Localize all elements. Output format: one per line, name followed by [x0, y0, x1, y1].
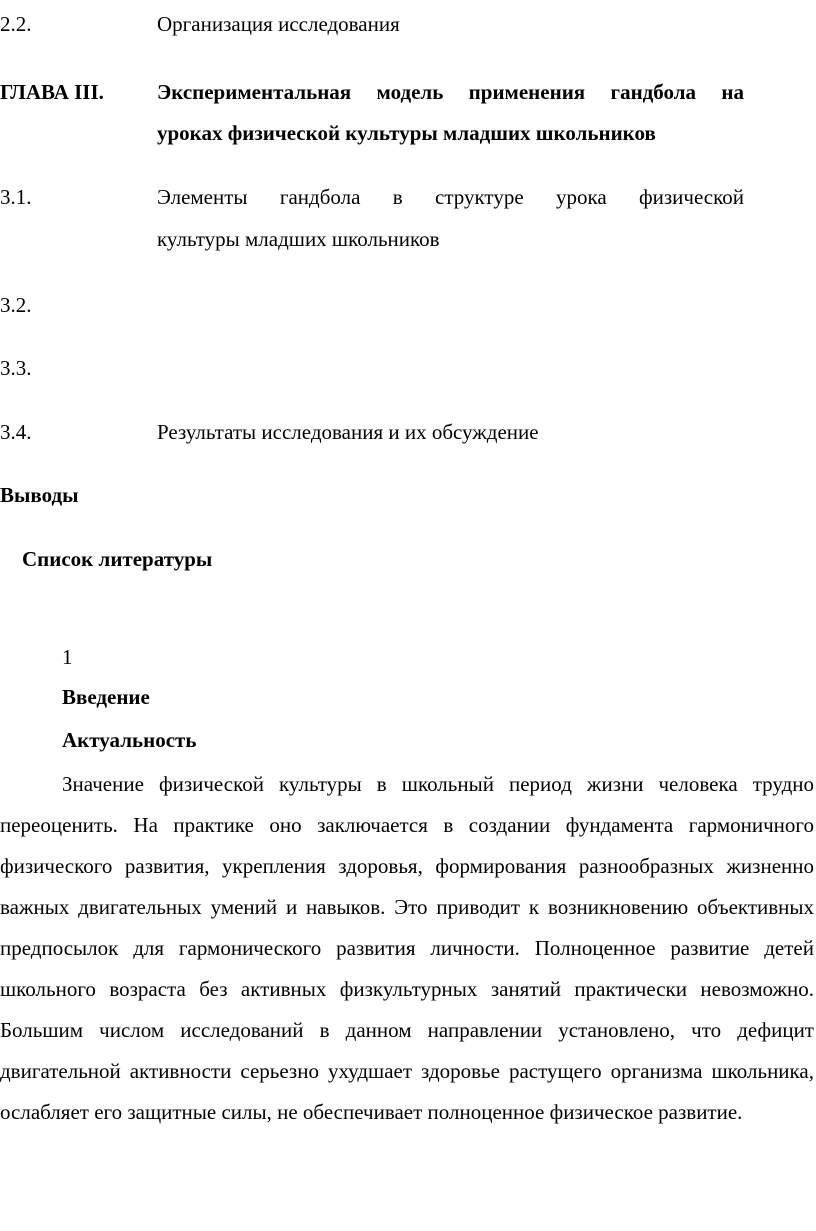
toc-chapter-3-title-line2: уроках физической культуры младших школьников	[157, 121, 656, 145]
toc-chapter-3-number: ГЛАВА III.	[0, 80, 104, 104]
toc-entry-2-2-title: Организация исследования	[157, 12, 400, 36]
toc-chapter-3-title-line1: Экспериментальная модель применения гандбола на	[157, 80, 744, 104]
toc-entry-3-4-number: 3.4.	[0, 420, 32, 444]
toc-entry-3-1-title-line1: Элементы гандбола в структуре урока физической	[157, 185, 744, 209]
toc-entry-3-1-number: 3.1.	[0, 185, 32, 209]
intro-subheading: Актуальность	[62, 728, 197, 752]
toc-entry-3-4-title: Результаты исследования и их обсуждение	[157, 420, 539, 444]
toc-entry-2-2-number: 2.2.	[0, 12, 32, 36]
toc-entry-3-1-title-line2: культуры младших школьников	[157, 227, 440, 251]
toc-entry-3-3-number: 3.3.	[0, 356, 32, 380]
toc-conclusions: Выводы	[0, 483, 79, 507]
toc-references: Список литературы	[22, 547, 213, 571]
intro-heading: Введение	[62, 685, 150, 709]
toc-entry-3-2-number: 3.2.	[0, 293, 32, 317]
intro-paragraph: Значение физической культуры в школьный период жизни человека трудно переоценить. На практике оно заключается в создании фундамента гармоничного физического развития, укрепления здоровья, формирования разнообразных жизненно важных двигательных умений и навыков. Это приводит к возникновению объективных предпосылок для гармонического развития личности. Полноценное развитие детей школьного возраста без активных физкультурных занятий практически невозможно. Большим числом исследований в данном направлении установлено, что дефицит двигательной активности серьезно ухудшает здоровье растущего организма школьника, ослабляет его защитные силы, не обеспечивает полноценное физическое развитие.	[0, 772, 814, 1124]
page-number: 1	[62, 645, 73, 669]
